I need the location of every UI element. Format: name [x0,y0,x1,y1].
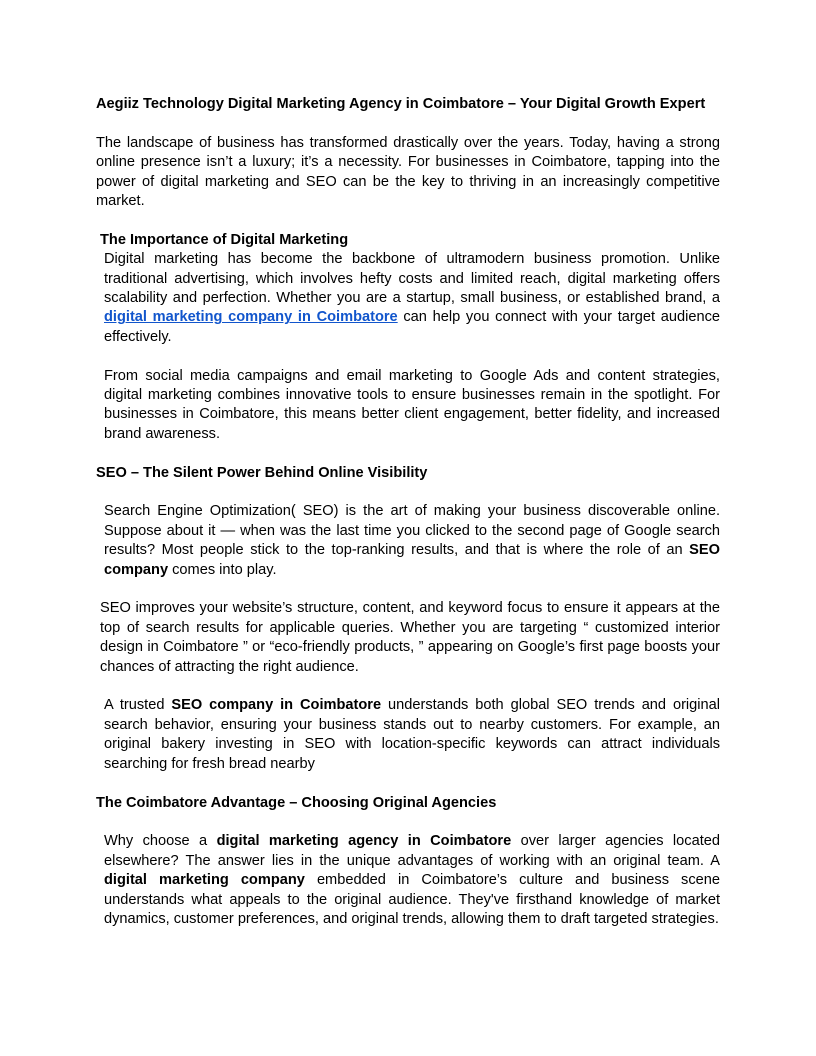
importance-paragraph-2: From social media campaigns and email marketing to Google Ads and content strategies, digital marketing combines innovative tools to ensure businesses remain in the spotlight. For businesses in Coimbatore, this means better client engagement, better fidelity, and increased brand awareness. [104,367,720,442]
section-heading-seo: SEO – The Silent Power Behind Online Visibility [96,464,428,481]
section-heading-coimbatore: The Coimbatore Advantage – Choosing Original Agencies [96,794,497,811]
seo-paragraph-1: Search Engine Optimization( SEO) is the art of making your business discoverable online. Suppose about it — when was the last time you clicked to the second page of Google search results? Most people stick to the top-ranking results, and that is where the role of an SEO company comes into play. [104,503,720,578]
section-heading-importance: The Importance of Digital Marketing [100,231,349,248]
digital-marketing-company-link[interactable]: digital marketing company in Coimbatore [104,309,398,326]
document-page [96,95,720,929]
coimbatore-paragraph-1: Why choose a digital marketing agency in Coimbatore over larger agencies located elsewhere? The answer lies in the unique advantages of working with an original team. A digital marketing company embedded in Coimbatore’s culture and business scene understands what appeals to the original audience. They've firsthand knowledge of market dynamics, customer preferences, and original trends, allowing them to draft targeted strategies. [104,833,720,927]
importance-paragraph-1: Digital marketing has become the backbone of ultramodern business promotion. Unlike traditional advertising, which involves hefty costs and limited reach, digital marketing offers scalability and perfection. Whether you are a startup, small business, or established brand, a digital marketing company in Coimbatore can help you connect with your target audience effectively. [104,251,720,345]
intro-paragraph: The landscape of business has transformed drastically over the years. Today, having a strong online presence isn’t a luxury; it’s a necessity. For businesses in Coimbatore, tapping into the power of digital marketing and SEO can be the key to thriving in an increasingly competitive market. [96,134,720,210]
seo-paragraph-3: A trusted SEO company in Coimbatore understands both global SEO trends and original search behavior, ensuring your business stands out to nearby customers. For example, an original bakery investing in SEO with location-specific keywords can attract individuals searching for fresh bread nearby [104,697,721,772]
seo-paragraph-2: SEO improves your website’s structure, content, and keyword focus to ensure it appears at the top of search results for applicable queries. Whether you are targeting “ customized interior design in Coimbatore ” or “eco-friendly products, ” appearing on Google’s first page boosts your chances of attracting the right audience. [100,600,720,675]
document-title: Aegiiz Technology Digital Marketing Agency in Coimbatore – Your Digital Growth Expert [96,96,706,112]
